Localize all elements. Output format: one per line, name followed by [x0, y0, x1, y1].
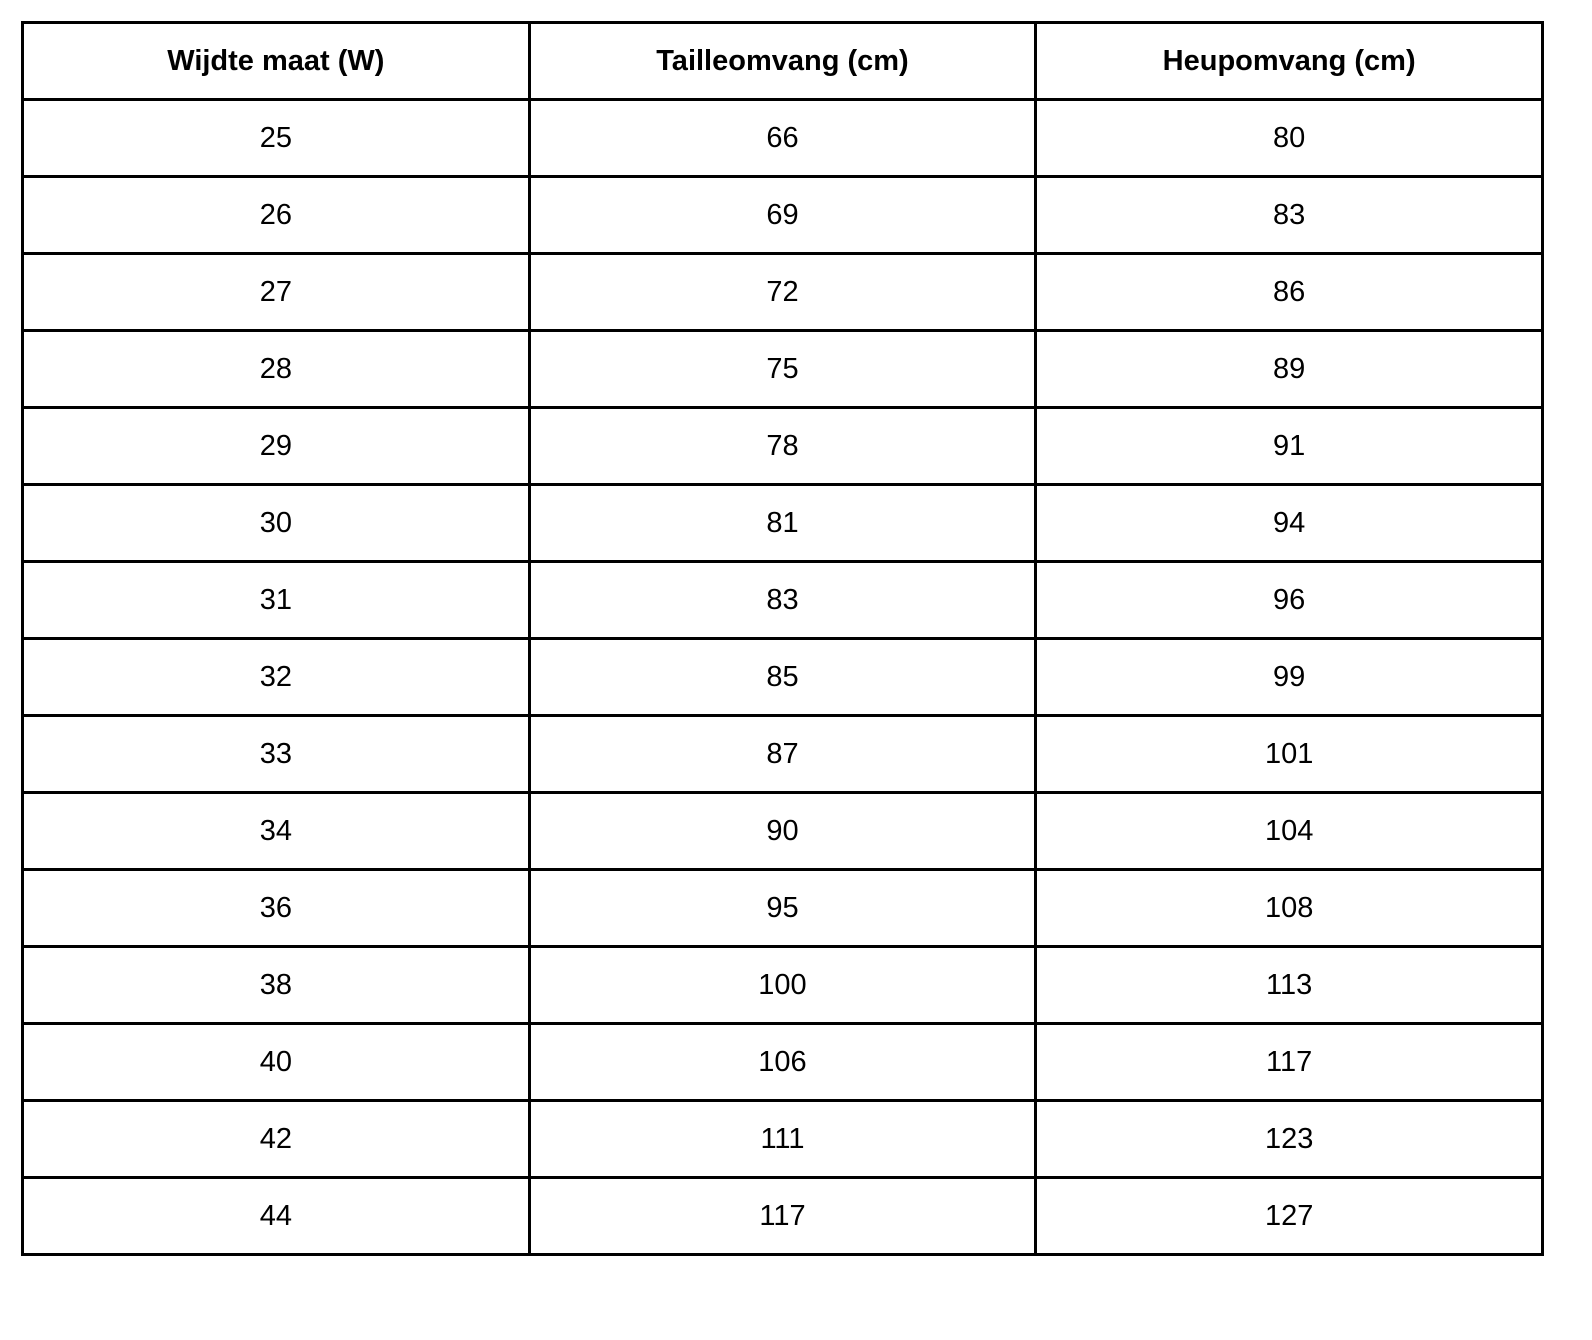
table-row [23, 485, 1543, 562]
cell-hip: 108 [1036, 870, 1543, 947]
cell-waist: 69 [529, 177, 1036, 254]
cell-width-size: 25 [23, 100, 530, 177]
cell-waist: 78 [529, 408, 1036, 485]
table-row [23, 947, 1543, 1024]
table-row [23, 562, 1543, 639]
cell-width-size: 30 [23, 485, 530, 562]
cell-width-size: 42 [23, 1101, 530, 1178]
table-row [23, 254, 1543, 331]
cell-width-size: 36 [23, 870, 530, 947]
cell-hip: 104 [1036, 793, 1543, 870]
cell-hip: 94 [1036, 485, 1543, 562]
cell-hip: 80 [1036, 100, 1543, 177]
cell-hip: 113 [1036, 947, 1543, 1024]
table-row [23, 100, 1543, 177]
table-row [23, 331, 1543, 408]
cell-waist: 111 [529, 1101, 1036, 1178]
header-width-size: Wijdte maat (W) [23, 23, 530, 100]
table-row [23, 716, 1543, 793]
cell-hip: 127 [1036, 1178, 1543, 1255]
table-row [23, 177, 1543, 254]
cell-waist: 100 [529, 947, 1036, 1024]
table-row [23, 870, 1543, 947]
table-row [23, 408, 1543, 485]
cell-width-size: 33 [23, 716, 530, 793]
cell-hip: 83 [1036, 177, 1543, 254]
cell-width-size: 28 [23, 331, 530, 408]
cell-hip: 101 [1036, 716, 1543, 793]
cell-width-size: 31 [23, 562, 530, 639]
table-row [23, 639, 1543, 716]
cell-hip: 91 [1036, 408, 1543, 485]
cell-waist: 83 [529, 562, 1036, 639]
cell-width-size: 38 [23, 947, 530, 1024]
cell-waist: 75 [529, 331, 1036, 408]
cell-width-size: 44 [23, 1178, 530, 1255]
header-waist: Tailleomvang (cm) [529, 23, 1036, 100]
cell-waist: 85 [529, 639, 1036, 716]
cell-width-size: 32 [23, 639, 530, 716]
table-row [23, 1178, 1543, 1255]
size-chart-table [21, 21, 1544, 1256]
cell-waist: 81 [529, 485, 1036, 562]
cell-waist: 106 [529, 1024, 1036, 1101]
cell-hip: 99 [1036, 639, 1543, 716]
cell-hip: 86 [1036, 254, 1543, 331]
header-row [23, 23, 1543, 100]
cell-waist: 90 [529, 793, 1036, 870]
table-row [23, 1101, 1543, 1178]
cell-waist: 95 [529, 870, 1036, 947]
cell-waist: 66 [529, 100, 1036, 177]
table-row [23, 793, 1543, 870]
table-row [23, 1024, 1543, 1101]
cell-width-size: 26 [23, 177, 530, 254]
cell-hip: 96 [1036, 562, 1543, 639]
cell-hip: 89 [1036, 331, 1543, 408]
cell-width-size: 34 [23, 793, 530, 870]
table-header [23, 23, 1543, 100]
cell-waist: 72 [529, 254, 1036, 331]
cell-waist: 87 [529, 716, 1036, 793]
cell-waist: 117 [529, 1178, 1036, 1255]
cell-width-size: 27 [23, 254, 530, 331]
cell-hip: 117 [1036, 1024, 1543, 1101]
header-hip: Heupomvang (cm) [1036, 23, 1543, 100]
cell-width-size: 29 [23, 408, 530, 485]
table-body [23, 100, 1543, 1255]
cell-width-size: 40 [23, 1024, 530, 1101]
cell-hip: 123 [1036, 1101, 1543, 1178]
